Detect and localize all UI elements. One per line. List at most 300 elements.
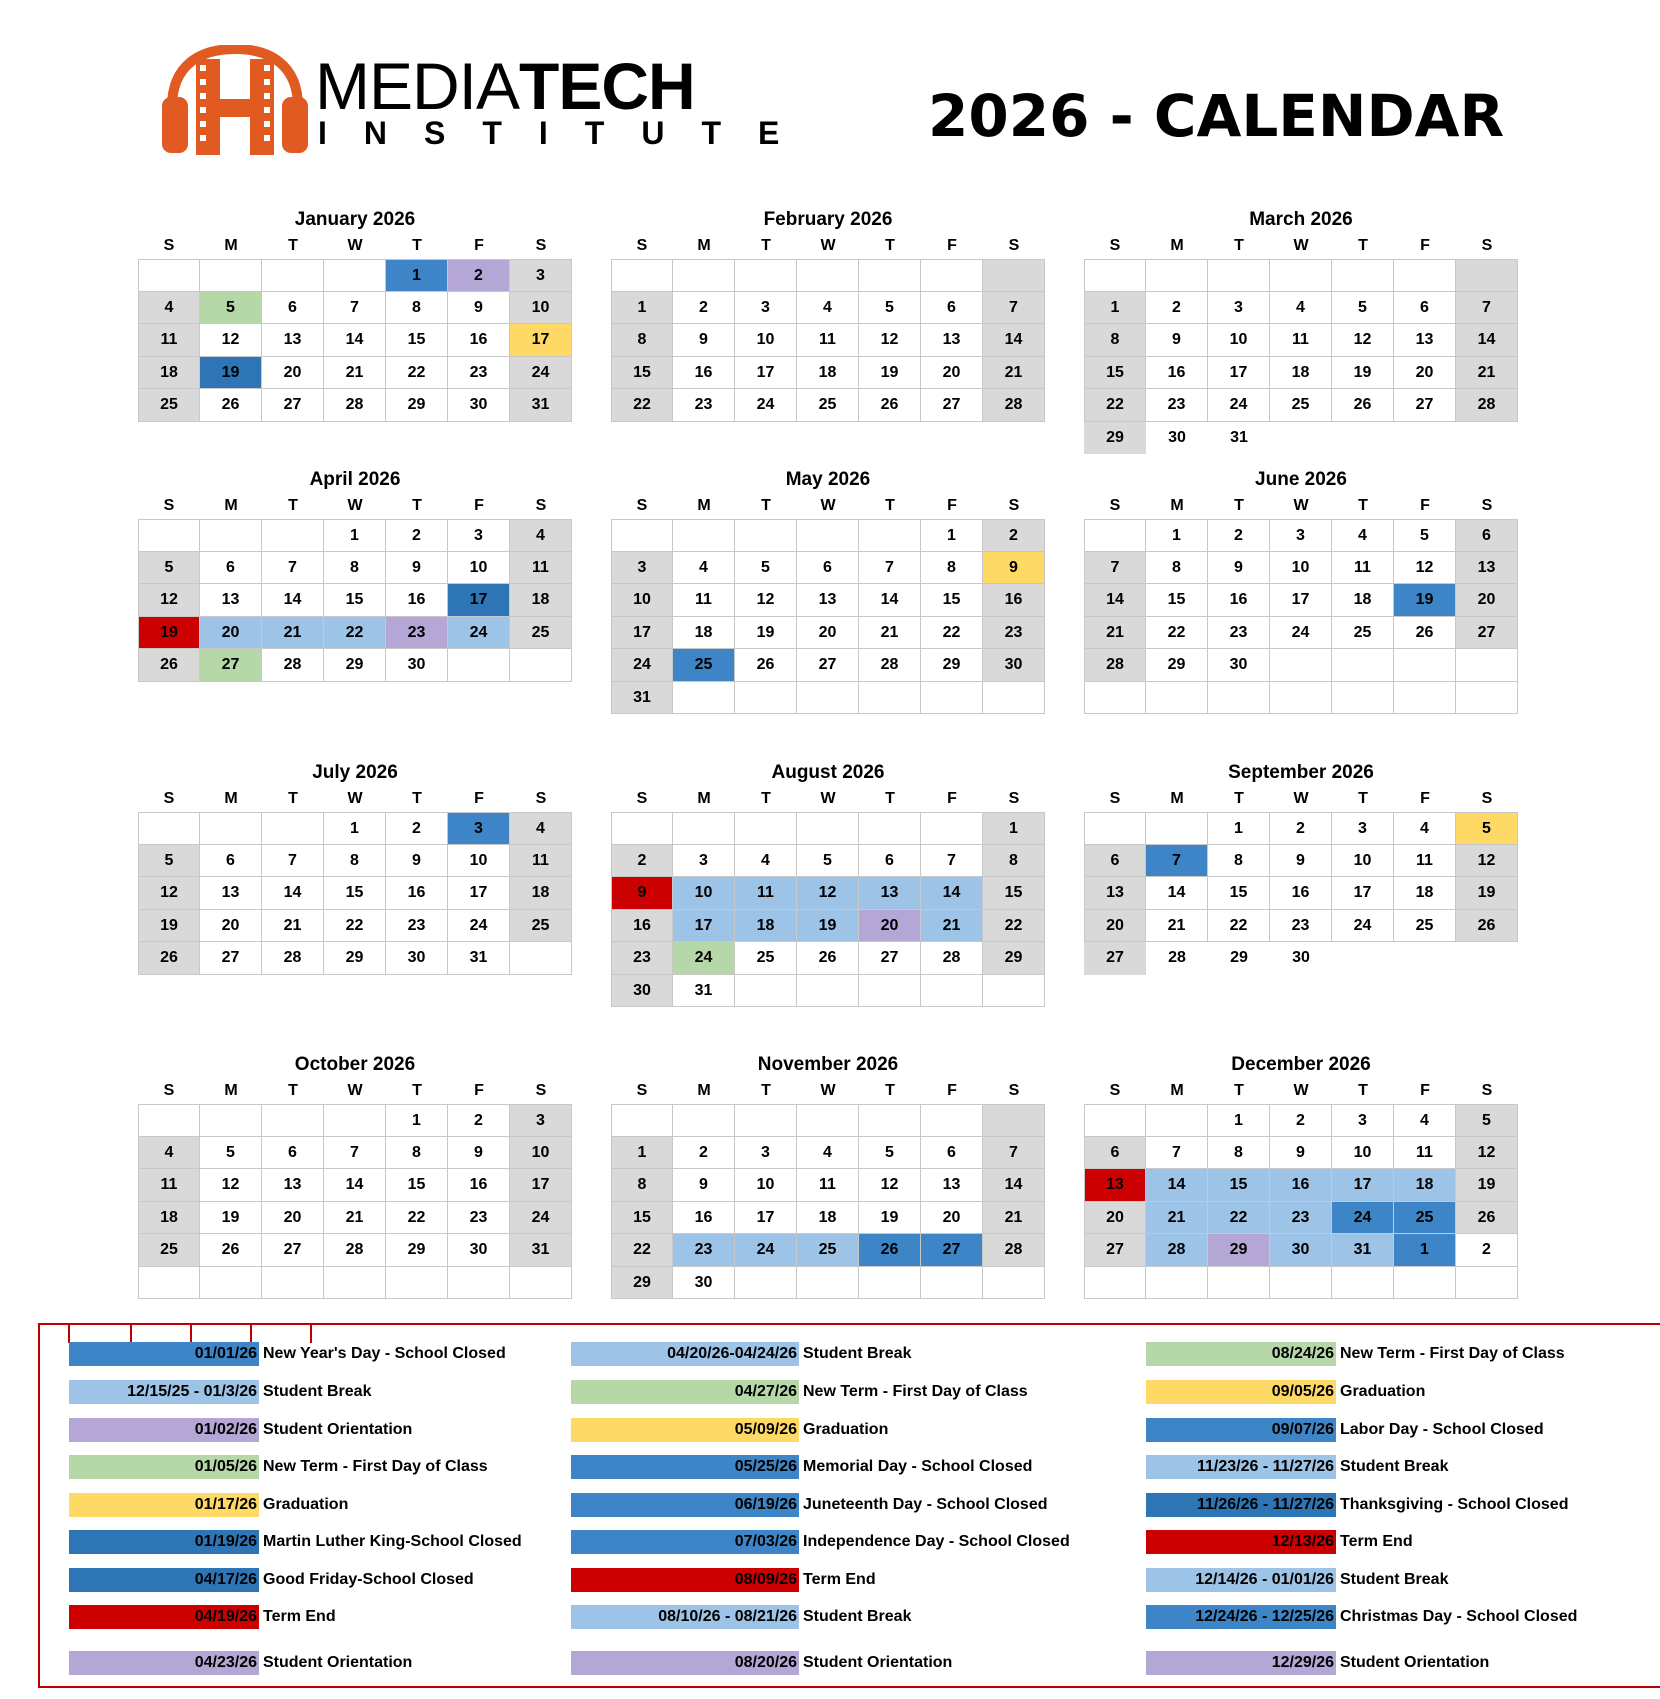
calendar-empty-cell: [673, 1104, 735, 1137]
calendar-empty-cell: [1394, 942, 1456, 975]
calendar-day: 30: [448, 389, 510, 422]
legend-tick: [250, 1323, 252, 1343]
legend-date-swatch: 12/14/26 - 01/01/26: [1146, 1568, 1336, 1592]
weekday-header: M: [697, 497, 711, 514]
calendar-empty-cell: [1208, 259, 1270, 292]
legend-label: Student Orientation: [1340, 1654, 1490, 1671]
calendar-day: 25: [1332, 617, 1394, 650]
calendar-day: 12: [138, 584, 200, 617]
legend-date-swatch: 09/05/26: [1146, 1380, 1336, 1404]
calendar-day: 1: [1394, 1234, 1456, 1267]
calendar-day: 9: [611, 877, 673, 910]
legend-date-swatch: 12/13/26: [1146, 1530, 1336, 1554]
calendar-day: 21: [324, 1202, 386, 1235]
weekday-header: F: [947, 237, 957, 254]
calendar-day: 4: [1394, 1104, 1456, 1137]
calendar-day: 21: [1084, 617, 1146, 650]
calendar-day: 9: [673, 324, 735, 357]
calendar-empty-cell: [983, 1104, 1045, 1137]
calendar-day: 24: [673, 942, 735, 975]
calendar-day: 1: [921, 519, 983, 552]
calendar-day: 31: [673, 975, 735, 1008]
weekday-header: T: [288, 237, 298, 254]
legend-date-swatch: 01/05/26: [69, 1455, 259, 1479]
calendar-day: 16: [1270, 877, 1332, 910]
month-title: August 2026: [771, 762, 885, 783]
weekday-header: T: [1234, 497, 1244, 514]
weekday-header: T: [761, 237, 771, 254]
calendar-empty-cell: [324, 1104, 386, 1137]
calendar-day: 10: [611, 584, 673, 617]
calendar-day: 16: [386, 877, 448, 910]
legend-label: Martin Luther King-School Closed: [263, 1533, 522, 1550]
calendar-day: 9: [448, 292, 510, 325]
legend-item: [571, 1530, 1070, 1554]
legend-date-swatch: 08/10/26 - 08/21/26: [571, 1605, 799, 1629]
calendar-empty-cell: [510, 1267, 572, 1300]
calendar-empty-cell: [673, 259, 735, 292]
legend-date-swatch: 12/15/25 - 01/3/26: [69, 1380, 259, 1404]
legend-item: [571, 1418, 888, 1442]
day-grid: [611, 259, 1045, 422]
calendar-day: 13: [859, 877, 921, 910]
legend-label: Student Orientation: [803, 1654, 953, 1671]
calendar-empty-cell: [138, 519, 200, 552]
weekday-header-row: [1084, 1078, 1518, 1104]
calendar-day: 27: [262, 389, 324, 422]
calendar-day: 19: [138, 910, 200, 943]
legend-label: Student Break: [803, 1608, 912, 1625]
calendar-day: 1: [611, 1137, 673, 1170]
calendar-empty-cell: [673, 682, 735, 715]
weekday-header: S: [1008, 237, 1020, 254]
weekday-header: M: [1170, 237, 1184, 254]
calendar-day: 9: [983, 552, 1045, 585]
calendar-empty-cell: [1084, 812, 1146, 845]
calendar-day: 10: [735, 324, 797, 357]
weekday-header: W: [347, 497, 363, 514]
calendar-day: 20: [921, 357, 983, 390]
calendar-day: 26: [200, 389, 262, 422]
weekday-header: S: [1008, 790, 1020, 807]
calendar-day: 31: [510, 389, 572, 422]
legend-item: [1146, 1380, 1425, 1404]
calendar-empty-cell: [797, 812, 859, 845]
legend-label: Student Break: [1340, 1458, 1449, 1475]
legend-label: Independence Day - School Closed: [803, 1533, 1070, 1550]
weekday-header: F: [1420, 790, 1430, 807]
calendar-day: 20: [797, 617, 859, 650]
calendar-day: 15: [386, 1169, 448, 1202]
calendar-day: 18: [510, 584, 572, 617]
calendar-day: 7: [983, 292, 1045, 325]
calendar-day: 9: [673, 1169, 735, 1202]
weekday-header: W: [347, 790, 363, 807]
calendar-day: 27: [797, 649, 859, 682]
calendar-day: 8: [983, 845, 1045, 878]
calendar-empty-cell: [859, 259, 921, 292]
calendar-day: 20: [921, 1202, 983, 1235]
legend-label: New Term - First Day of Class: [1340, 1345, 1565, 1362]
calendar-day: 23: [1270, 910, 1332, 943]
weekday-header: S: [1481, 790, 1493, 807]
calendar-day: 13: [1084, 877, 1146, 910]
calendar-day: 26: [1456, 1202, 1518, 1235]
page-title: 2026 - CALENDAR: [928, 82, 1505, 150]
calendar-day: 4: [797, 292, 859, 325]
calendar-empty-cell: [448, 1267, 510, 1300]
calendar-empty-cell: [983, 975, 1045, 1008]
legend-label: Graduation: [1340, 1383, 1426, 1400]
weekday-header-row: [611, 786, 1045, 812]
calendar-day: 27: [200, 649, 262, 682]
calendar-day: 17: [510, 1169, 572, 1202]
weekday-header: F: [474, 237, 484, 254]
calendar-day: 1: [1084, 292, 1146, 325]
legend-item: [1146, 1605, 1577, 1629]
calendar-empty-cell: [1146, 812, 1208, 845]
calendar-day: 7: [324, 292, 386, 325]
calendar-empty-cell: [859, 1267, 921, 1300]
calendar-day: 29: [1084, 422, 1146, 455]
calendar-day: 21: [262, 910, 324, 943]
calendar-day: 21: [983, 1202, 1045, 1235]
legend-date-swatch: 04/27/26: [571, 1380, 799, 1404]
calendar-day: 5: [1332, 292, 1394, 325]
calendar-day: 1: [1146, 519, 1208, 552]
calendar-day: 27: [859, 942, 921, 975]
calendar-day: 11: [138, 1169, 200, 1202]
calendar-day: 13: [921, 1169, 983, 1202]
calendar-day: 6: [200, 552, 262, 585]
calendar-day: 31: [1332, 1234, 1394, 1267]
calendar-day: 7: [1146, 1137, 1208, 1170]
calendar-day: 26: [1394, 617, 1456, 650]
calendar-day: 30: [448, 1234, 510, 1267]
calendar-day: 30: [1168, 428, 1186, 446]
weekday-header: W: [1293, 237, 1309, 254]
legend-item: [571, 1605, 911, 1629]
calendar-day: 5: [735, 552, 797, 585]
calendar-empty-cell: [324, 259, 386, 292]
legend-label: Graduation: [803, 1421, 889, 1438]
calendar-day: 5: [859, 292, 921, 325]
calendar-empty-cell: [1394, 1267, 1456, 1300]
legend-date-swatch: 05/25/26: [571, 1455, 799, 1479]
legend-label: Good Friday-School Closed: [263, 1571, 474, 1588]
calendar-day: 13: [200, 584, 262, 617]
calendar-empty-cell: [735, 259, 797, 292]
calendar-empty-cell: [921, 1267, 983, 1300]
calendar-day: 20: [262, 357, 324, 390]
calendar-empty-cell: [673, 812, 735, 845]
month-title: June 2026: [1255, 469, 1347, 490]
calendar-day: 2: [1456, 1234, 1518, 1267]
calendar-day: 10: [1332, 1137, 1394, 1170]
calendar-day: 20: [1084, 910, 1146, 943]
calendar-day: 1: [324, 519, 386, 552]
legend-label: Student Break: [263, 1383, 372, 1400]
legend-label: Student Break: [1340, 1571, 1449, 1588]
calendar-day: 2: [1208, 519, 1270, 552]
calendar-day: 17: [1208, 357, 1270, 390]
weekday-header-row: [138, 493, 572, 519]
legend-date-swatch: 08/09/26: [571, 1568, 799, 1592]
calendar-day: 11: [1332, 552, 1394, 585]
calendar-day: 18: [735, 910, 797, 943]
calendar-day: 22: [324, 910, 386, 943]
calendar-empty-cell: [859, 1104, 921, 1137]
calendar-day: 14: [262, 877, 324, 910]
weekday-header: M: [1170, 497, 1184, 514]
calendar-day: 30: [673, 1267, 735, 1300]
calendar-day: 15: [324, 584, 386, 617]
day-grid: [611, 1104, 1045, 1299]
calendar-day: 23: [983, 617, 1045, 650]
calendar-empty-cell: [983, 1267, 1045, 1300]
calendar-day: 31: [510, 1234, 572, 1267]
calendar-day: 6: [262, 1137, 324, 1170]
weekday-header-row: [138, 786, 572, 812]
weekday-header: S: [636, 237, 648, 254]
calendar-day: 4: [510, 519, 572, 552]
calendar-day: 23: [673, 1234, 735, 1267]
calendar-day: 22: [324, 617, 386, 650]
calendar-empty-cell: [921, 975, 983, 1008]
weekday-header: T: [761, 497, 771, 514]
calendar-day: 7: [983, 1137, 1045, 1170]
calendar-day: 28: [324, 1234, 386, 1267]
weekday-header: S: [163, 497, 175, 514]
calendar-day: 16: [1146, 357, 1208, 390]
calendar-day: 21: [921, 910, 983, 943]
calendar-empty-cell: [200, 519, 262, 552]
calendar-day: 25: [138, 389, 200, 422]
calendar-day: 29: [324, 942, 386, 975]
calendar-day: 8: [386, 292, 448, 325]
calendar-empty-cell: [1084, 1104, 1146, 1137]
calendar-day: 12: [200, 324, 262, 357]
calendar-day: 11: [735, 877, 797, 910]
calendar-day: 7: [262, 845, 324, 878]
calendar-empty-cell: [797, 682, 859, 715]
weekday-header-row: [138, 233, 572, 259]
calendar-day: 2: [983, 519, 1045, 552]
calendar-day: 14: [983, 1169, 1045, 1202]
calendar-empty-cell: [262, 259, 324, 292]
calendar-empty-cell: [859, 812, 921, 845]
calendar-day: 22: [921, 617, 983, 650]
calendar-day: 5: [797, 845, 859, 878]
calendar-day: 15: [611, 1202, 673, 1235]
weekday-header: M: [224, 497, 238, 514]
weekday-header: S: [535, 790, 547, 807]
calendar-day: 7: [324, 1137, 386, 1170]
calendar-day: 12: [138, 877, 200, 910]
weekday-header: S: [1109, 497, 1121, 514]
weekday-header: T: [412, 237, 422, 254]
legend-item: [69, 1455, 488, 1479]
calendar-day: 15: [1146, 584, 1208, 617]
calendar-day: 14: [1146, 1169, 1208, 1202]
weekday-header: S: [535, 497, 547, 514]
calendar-day: 29: [324, 649, 386, 682]
calendar-day: 10: [735, 1169, 797, 1202]
legend-item: [69, 1493, 348, 1517]
calendar-day: 8: [1084, 324, 1146, 357]
legend-label: Student Break: [803, 1345, 912, 1362]
calendar-day: 11: [673, 584, 735, 617]
month-title: January 2026: [294, 209, 416, 230]
calendar-day: 18: [673, 617, 735, 650]
legend-date-swatch: 09/07/26: [1146, 1418, 1336, 1442]
calendar-day: 12: [735, 584, 797, 617]
calendar-day: 25: [1394, 910, 1456, 943]
calendar-empty-cell: [510, 942, 572, 975]
weekday-header: T: [1234, 1082, 1244, 1099]
calendar-day: 18: [138, 1202, 200, 1235]
calendar-day: 13: [262, 1169, 324, 1202]
weekday-header: S: [1481, 237, 1493, 254]
calendar-day: 11: [797, 1169, 859, 1202]
calendar-day: 11: [510, 552, 572, 585]
weekday-header: W: [1293, 1082, 1309, 1099]
calendar-day: 13: [1084, 1169, 1146, 1202]
calendar-empty-cell: [262, 1267, 324, 1300]
calendar-day: 17: [448, 877, 510, 910]
calendar-day: 13: [1456, 552, 1518, 585]
calendar-day: 27: [200, 942, 262, 975]
calendar-day: 9: [448, 1137, 510, 1170]
month-december: [1084, 1052, 1518, 1299]
weekday-header: M: [224, 1082, 238, 1099]
calendar-day: 19: [859, 357, 921, 390]
calendar-day: 2: [1270, 812, 1332, 845]
calendar-empty-cell: [1084, 682, 1146, 715]
calendar-day: 6: [1084, 845, 1146, 878]
calendar-day: 15: [1084, 357, 1146, 390]
calendar-empty-cell: [1456, 1267, 1518, 1300]
weekday-header: T: [412, 1082, 422, 1099]
legend-item: [1146, 1530, 1413, 1554]
calendar-day: 22: [1208, 1202, 1270, 1235]
weekday-header: F: [474, 1082, 484, 1099]
legend-date-swatch: 04/19/26: [69, 1605, 259, 1629]
weekday-header: W: [820, 237, 836, 254]
calendar-day: 14: [1456, 324, 1518, 357]
calendar-day: 19: [1456, 877, 1518, 910]
calendar-day: 18: [1394, 877, 1456, 910]
calendar-day: 15: [324, 877, 386, 910]
calendar-day: 17: [1332, 877, 1394, 910]
weekday-header: T: [885, 1082, 895, 1099]
calendar-day: 24: [448, 910, 510, 943]
calendar-day: 29: [386, 1234, 448, 1267]
calendar-day: 6: [1394, 292, 1456, 325]
calendar-day: 25: [797, 389, 859, 422]
weekday-header: S: [1008, 1082, 1020, 1099]
calendar-day: 24: [611, 649, 673, 682]
calendar-day: 12: [859, 1169, 921, 1202]
month-august: [611, 760, 1045, 1007]
calendar-empty-cell: [1456, 422, 1518, 455]
month-february: [611, 207, 1045, 422]
calendar-empty-cell: [138, 812, 200, 845]
calendar-day: 9: [1270, 1137, 1332, 1170]
month-april: [138, 467, 572, 682]
legend-date-swatch: 11/23/26 - 11/27/26: [1146, 1455, 1336, 1479]
weekday-header: F: [947, 1082, 957, 1099]
calendar-empty-cell: [797, 259, 859, 292]
calendar-day: 7: [1084, 552, 1146, 585]
calendar-day: 15: [611, 357, 673, 390]
month-july: [138, 760, 572, 975]
calendar-day: 16: [448, 324, 510, 357]
calendar-empty-cell: [797, 519, 859, 552]
calendar-day: 28: [859, 649, 921, 682]
calendar-day: 28: [921, 942, 983, 975]
calendar-day: 12: [1394, 552, 1456, 585]
calendar-day: 17: [735, 357, 797, 390]
calendar-day: 4: [735, 845, 797, 878]
calendar-day: 20: [200, 910, 262, 943]
calendar-empty-cell: [1208, 682, 1270, 715]
calendar-day: 23: [1208, 617, 1270, 650]
calendar-day: 22: [386, 1202, 448, 1235]
weekday-header: S: [163, 1082, 175, 1099]
calendar-day: 13: [921, 324, 983, 357]
calendar-day: 26: [1332, 389, 1394, 422]
calendar-empty-cell: [921, 682, 983, 715]
calendar-empty-cell: [262, 1104, 324, 1137]
calendar-day: 12: [797, 877, 859, 910]
legend-label: Graduation: [263, 1496, 349, 1513]
calendar-day: 15: [386, 324, 448, 357]
calendar-day: 14: [859, 584, 921, 617]
calendar-day: 23: [386, 910, 448, 943]
legend-tick: [190, 1323, 192, 1343]
calendar-day: 20: [1084, 1202, 1146, 1235]
weekday-header: T: [1358, 1082, 1368, 1099]
weekday-header-row: [1084, 786, 1518, 812]
calendar-day: 3: [1208, 292, 1270, 325]
calendar-day: 4: [510, 812, 572, 845]
weekday-header: W: [820, 497, 836, 514]
legend-label: Student Orientation: [263, 1421, 413, 1438]
calendar-day: 27: [921, 389, 983, 422]
weekday-header: W: [820, 1082, 836, 1099]
calendar-empty-cell: [200, 812, 262, 845]
calendar-day: 26: [1456, 910, 1518, 943]
calendar-day: 2: [448, 259, 510, 292]
legend-label: Juneteenth Day - School Closed: [803, 1496, 1048, 1513]
calendar-day: 27: [1084, 1234, 1146, 1267]
weekday-header: M: [1170, 1082, 1184, 1099]
calendar-day: 30: [1208, 649, 1270, 682]
month-june: [1084, 467, 1518, 714]
calendar-empty-cell: [1270, 682, 1332, 715]
calendar-day: 8: [324, 552, 386, 585]
calendar-day: 19: [1394, 584, 1456, 617]
calendar-empty-cell: [1270, 649, 1332, 682]
weekday-header: T: [412, 790, 422, 807]
calendar-day: 30: [983, 649, 1045, 682]
calendar-day: 15: [921, 584, 983, 617]
calendar-day: 23: [673, 389, 735, 422]
calendar-day: 25: [510, 910, 572, 943]
calendar-empty-cell: [983, 682, 1045, 715]
calendar-day: 7: [262, 552, 324, 585]
